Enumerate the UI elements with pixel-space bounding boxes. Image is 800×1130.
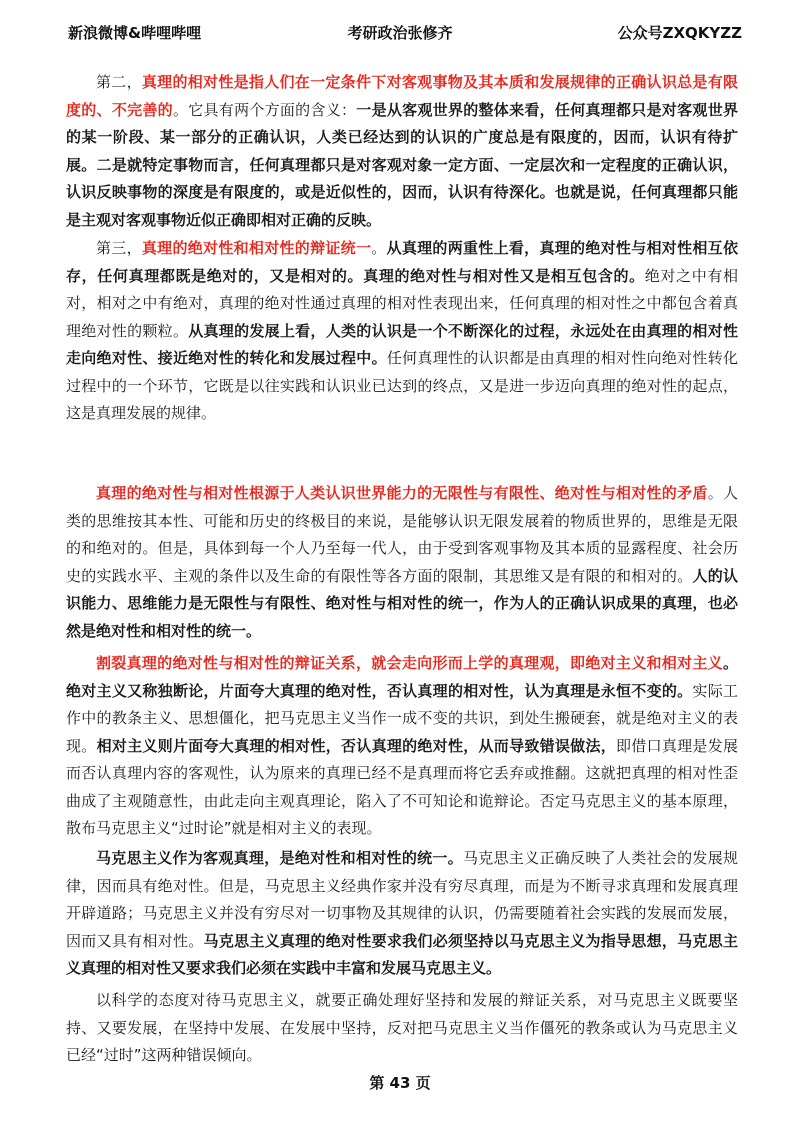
para-text: 绝对之中有相对，相对之中有绝对，真理的绝对性通过真理的相对性表现出来，任何真理的相对性之中都包含着真理绝对性的颗粒。 xyxy=(66,266,738,340)
bold-text: 。绝对主义又称独断论，片面夸大真理的绝对性，否认真理的相对性，认为真理是永恒不变的。 xyxy=(66,654,738,700)
red-highlight-heading: 真理的绝对性和相对性的辩证统一 xyxy=(141,239,372,257)
bold-text: 马克思主义作为客观真理，是绝对性和相对性的统一。 xyxy=(96,849,464,867)
para-text: 。 xyxy=(371,239,387,257)
bold-text: 人的认识能力、思维能力是无限性与有限性、绝对性与相对性的统一，作为人的正确认识成果的真理，也必然是绝对性和相对性的统一。 xyxy=(66,566,738,640)
bold-text: 从真理的两重性上看，真理的绝对性与相对性相互依存，任何真理都既是绝对的，又是相对的。真理的绝对性与相对性又是相互包含的。 xyxy=(66,239,738,285)
header-left-text: 新浪微博&哔哩哔哩 xyxy=(68,24,202,42)
para-text: 。它具有两个方面的含义： xyxy=(172,100,357,119)
paragraph-marxism-objective-truth xyxy=(66,845,738,983)
bold-text: 马克思主义真理的绝对性要求我们必须坚持以马克思主义为指导思想，马克思主义真理的相对性又要求我们必须在实践中丰富和发展马克思主义。 xyxy=(66,931,738,977)
paragraph-root-of-relativity xyxy=(66,480,738,645)
bold-text: 一是从客观世界的整体来看，任何真理都只是对客观世界的某一阶段、某一部分的正确认识，人类已经达到的认识的广度总是有限度的，因而，认识有待扩展。二是就特定事物而言，任何真理都只是对客观对象一定方面、一定层次和一定程度的正确认识，认识反映事物的深度是有限度的，或是近似性的，因而，认识有待深化。也就是说，任何真理都只能是主观对客观事物近似正确即相对正确的反映。 xyxy=(66,100,738,229)
paragraph-relativity-of-truth xyxy=(66,69,738,234)
para-text: 。人类的思维按其本性、可能和历史的终极目的来说，是能够认识无限发展着的物质世界的，思维是无限的和绝对的。但是，具体到每一个人乃至每一代人，由于受到客观事物及其本质的显露程度、社会历史的实践水平、主观的条件以及生命的有限性等各方面的限制，其思维又是有限的和相对的。 xyxy=(66,484,738,585)
red-highlight-heading: 真理的绝对性与相对性根源于人类认识世界能力的无限性与有限性、绝对性与相对性的矛盾 xyxy=(96,484,708,502)
para-text: 以科学的态度对待马克思主义，就要正确处理好坚持和发展的辩证关系，对马克思主义既要坚持、又要发展，在坚持中发展、在发展中坚持，反对把马克思主义当作僵死的教条或认为马克思主义已经“过时”这两种错误倾向。 xyxy=(66,991,738,1064)
para-text: 实际工作中的教条主义、思想僵化，把马克思主义当作一成不变的共识，到处生搬硬套，就是绝对主义的表现。 xyxy=(66,681,738,755)
paragraph-dialectical-unity xyxy=(66,235,738,428)
bold-text: 从真理的发展上看，人类的认识是一个不断深化的过程，永远处在由真理的相对性走向绝对性、接近绝对性的转化和发展过程中。 xyxy=(66,321,738,367)
bold-text: 相对主义则片面夸大真理的相对性，否认真理的绝对性，从而导致错误做法， xyxy=(96,736,617,755)
paragraph-absolutism-relativism xyxy=(66,650,738,843)
paragraph-scientific-attitude xyxy=(66,987,738,1070)
page-number: 第 43 页 xyxy=(369,1074,431,1092)
red-highlight-heading: 割裂真理的绝对性与相对性的辩证关系，就会走向形而上学的真理观，即绝对主义和相对主义 xyxy=(96,654,723,672)
red-highlight-definition: 真理的相对性是指人们在一定条件下对客观事物及其本质和发展规律的正确认识总是有限度的、不完善的 xyxy=(66,73,738,119)
para-text: 即借口真理是发展而否认真理内容的客观性，认为原来的真理已经不是真理而将它丢弃或推翻。这就把真理的相对性歪曲成了主观随意性，由此走向主观真理论，陷入了不可知论和诡辩论。否定马克思主义的基本原理，散布马克思主义“过时论”就是相对主义的表现。 xyxy=(66,736,738,837)
para-lead: 第二， xyxy=(96,73,142,91)
para-text: 马克思主义正确反映了人类社会的发展规律，因而具有绝对性。但是，马克思主义经典作家并没有穷尽真理，而是为不断寻求真理和发展真理开辟道路；马克思主义并没有穷尽对一切事物及其规律的认识，仍需要随着社会实践的发展而发展，因而又具有相对性。 xyxy=(66,849,738,950)
para-lead: 第三， xyxy=(96,239,142,257)
header-center-title: 考研政治张修齐 xyxy=(347,24,453,42)
header-right-text: 公众号ZXQKYZZ xyxy=(617,24,742,42)
para-text: 任何真理性的认识都是由真理的相对性向绝对性转化过程中的一个环节，它既是以往实践和认识业已达到的终点，又是进一步迈向真理的绝对性的起点，这是真理发展的规律。 xyxy=(66,349,738,422)
